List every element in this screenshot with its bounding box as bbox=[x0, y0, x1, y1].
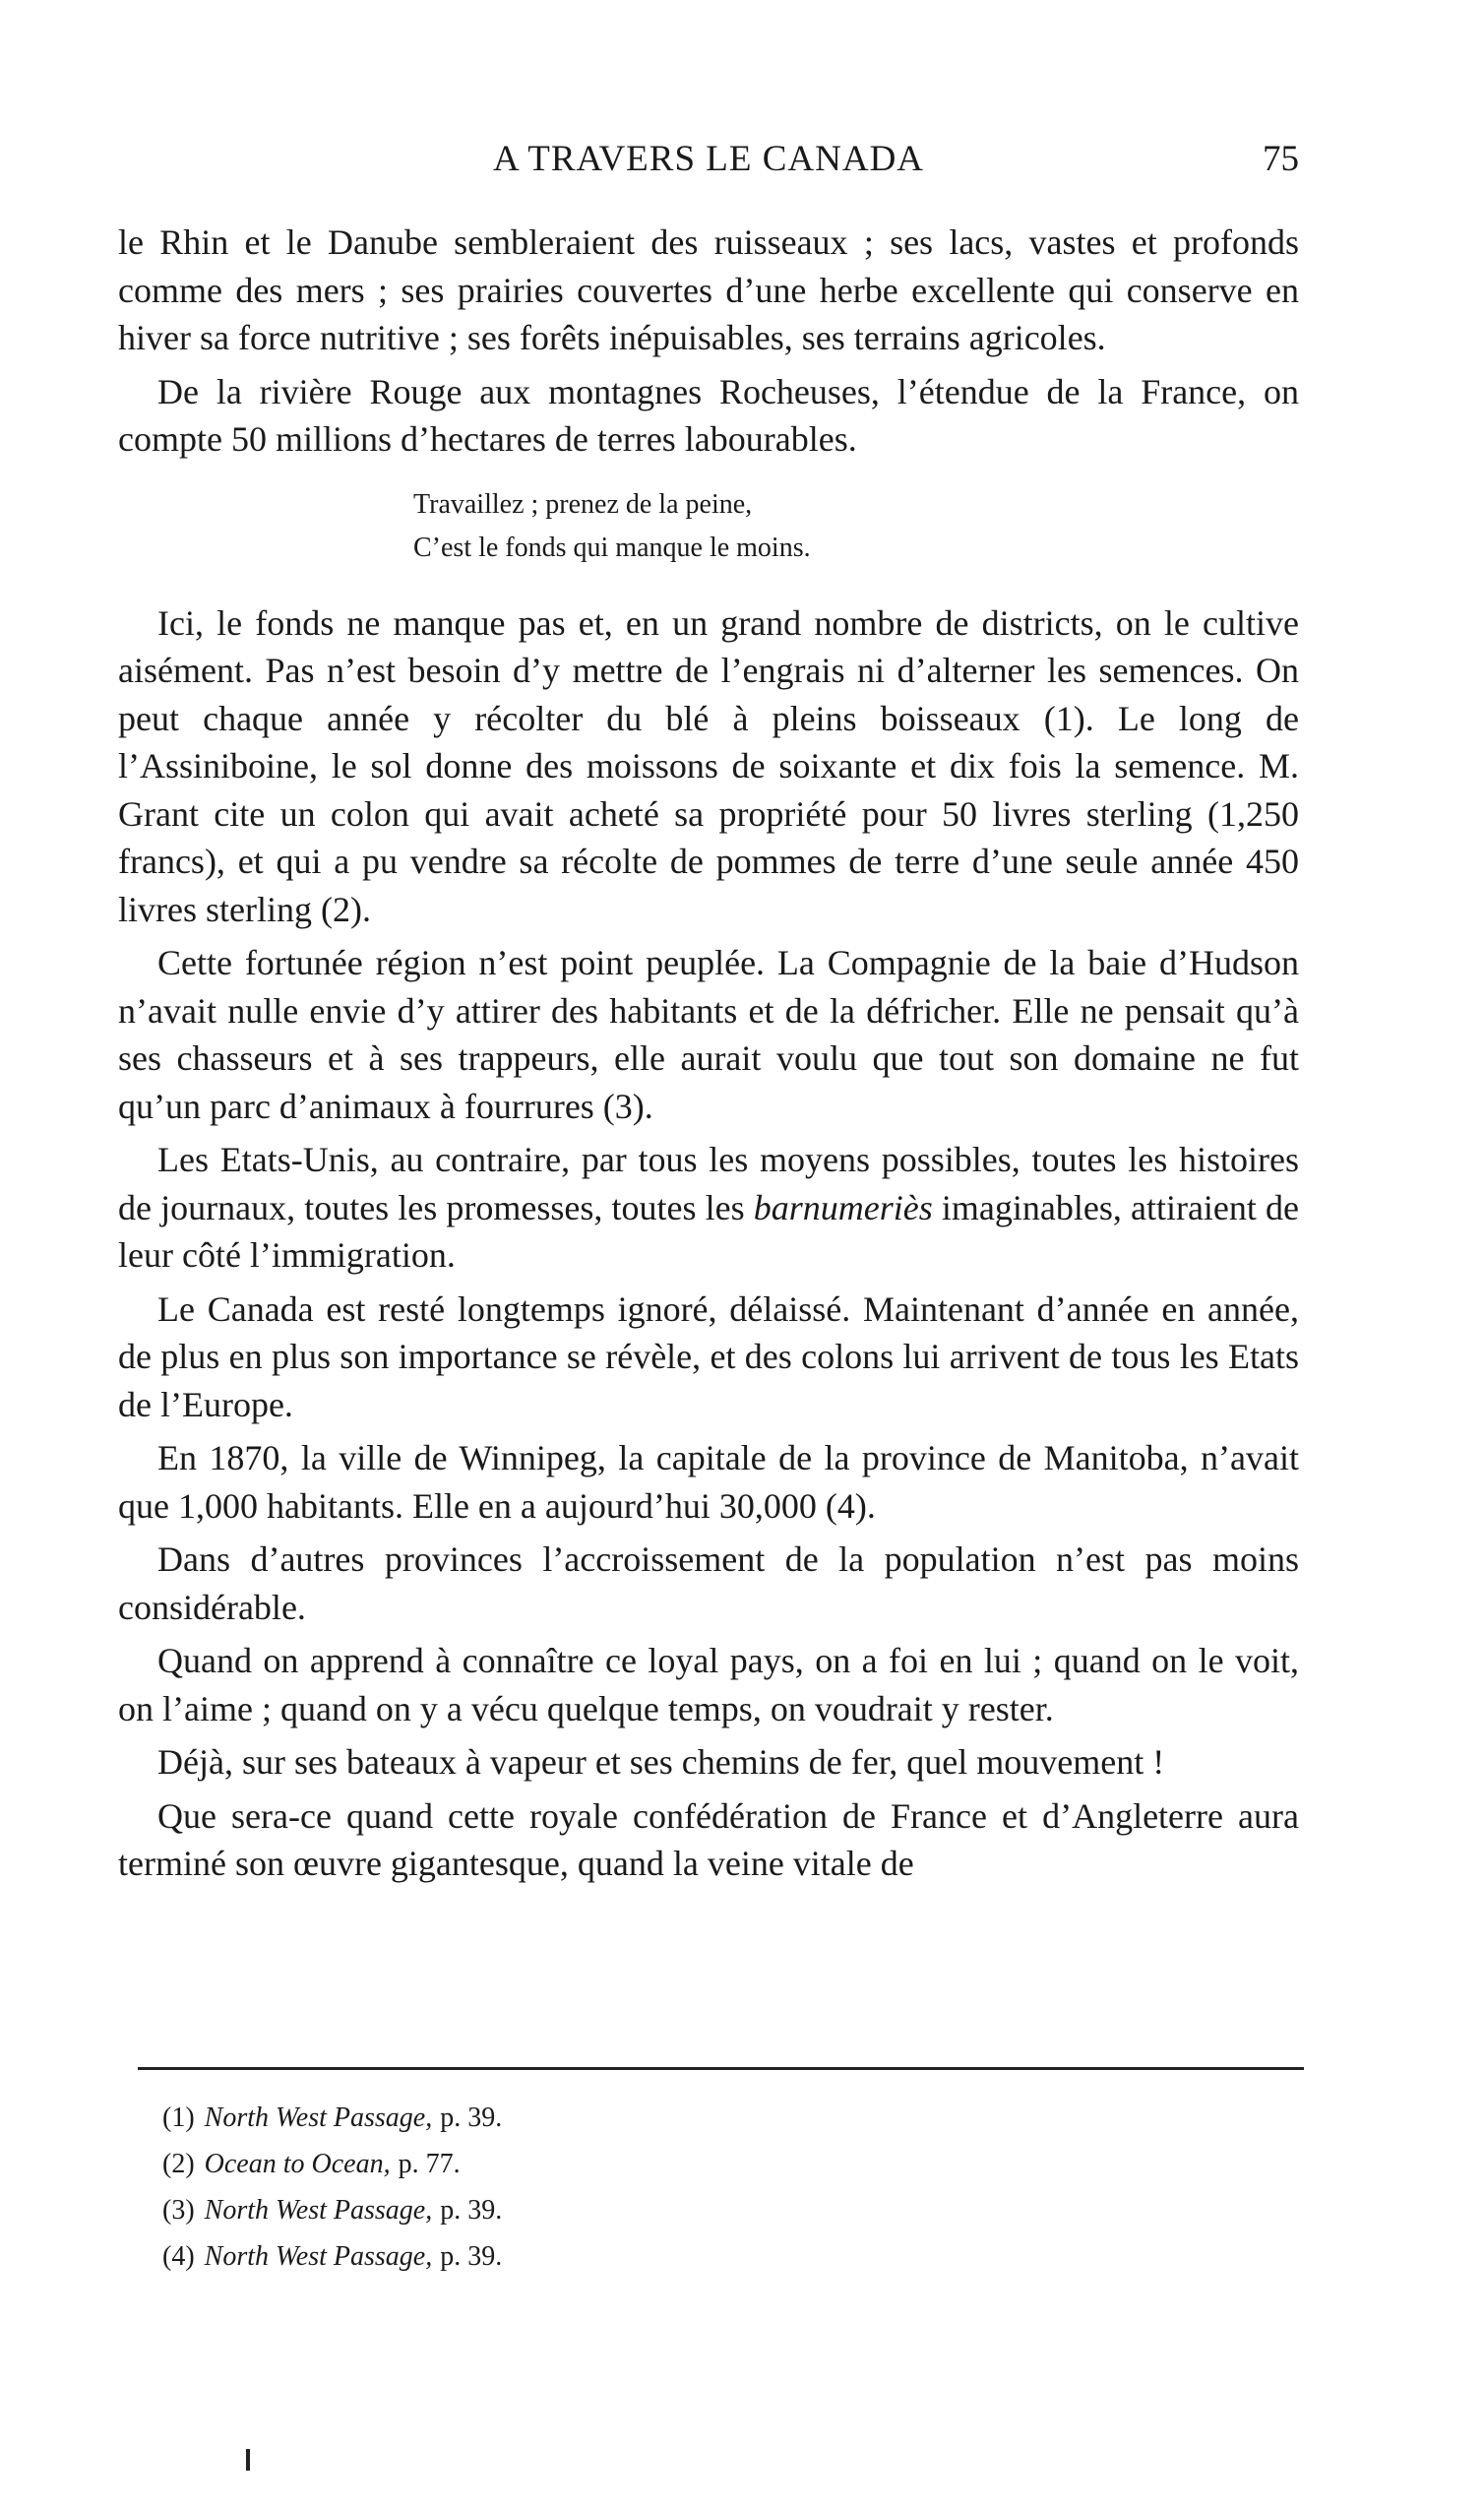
paragraph: Quand on apprend à connaître ce loyal pays, on a foi en lui ; quand on le voit, on l’aime ; quand on y a vécu quelque temps, on voudrait y rester. bbox=[118, 1641, 1299, 1728]
footnote bbox=[162, 2187, 1146, 2233]
footnote-divider bbox=[138, 2067, 1304, 2070]
footnote-page: p. 77. bbox=[398, 2149, 461, 2179]
paragraph: Que sera-ce quand cette royale confédération de France et d’Angleterre aura terminé son œuvre gigantesque, quand la veine vitale de bbox=[118, 1795, 1299, 1883]
verse-quote bbox=[413, 483, 1299, 570]
footnote-number: (2) bbox=[162, 2149, 195, 2179]
running-header bbox=[118, 138, 1299, 187]
italic-term: barnumeriès bbox=[753, 1187, 933, 1227]
footnote-number: (4) bbox=[162, 2241, 195, 2272]
paragraph-text: imaginables, attiraient de leur côté l’immigration. bbox=[118, 1187, 1300, 1275]
footnotes bbox=[162, 2095, 1146, 2280]
paragraph: De la rivière Rouge aux montagnes Rocheuses, l’étendue de la France, on compte 50 millions d’hectares de terres labourables. bbox=[118, 371, 1299, 459]
paragraph: Déjà, sur ses bateaux à vapeur et ses chemins de fer, quel mouvement ! bbox=[157, 1742, 1165, 1782]
paragraph: En 1870, la ville de Winnipeg, la capitale de la province de Manitoba, n’avait que 1,000 habitants. Elle en a aujourd’hui 30,000 (4). bbox=[118, 1438, 1299, 1526]
body-text bbox=[118, 219, 1299, 1894]
footnote bbox=[162, 2233, 1146, 2280]
footnote bbox=[162, 2141, 1146, 2187]
paragraph: Dans d’autres provinces l’accroissement de la population n’est pas moins considérable. bbox=[118, 1539, 1299, 1627]
verse-line: Travaillez ; prenez de la peine, bbox=[413, 488, 753, 520]
footnote-source: North West Passage, bbox=[204, 2195, 433, 2226]
footnote-source: North West Passage, bbox=[204, 2102, 433, 2133]
paragraph bbox=[118, 1136, 1299, 1280]
paragraph-text: Les Etats-Unis, au contraire, par tous les moyens possibles, toutes les histoires de journaux, toutes les promesses, toutes les bbox=[118, 1140, 1299, 1227]
ink-mark bbox=[246, 2449, 250, 2471]
page-number: 75 bbox=[1263, 139, 1299, 179]
paragraph: Ici, le fonds ne manque pas et, en un grand nombre de districts, on le cultive aisément. Pas n’est besoin d’y mettre de l’engrais ni d’alterner les semences. On peut chaque année y récolter du blé à pleins boisseaux (1). Le long de l’Assiniboine, le sol donne des moissons de soixante et dix fois la semence. M. Grant cite un colon qui avait acheté sa propriété pour 50 livres sterling (1,250 francs), et qui a pu vendre sa récolte de pommes de terre d’une seule année 450 livres sterling (2). bbox=[118, 602, 1299, 929]
footnote-source: North West Passage, bbox=[204, 2241, 433, 2272]
footnote-number: (3) bbox=[162, 2195, 195, 2226]
footnote-page: p. 39. bbox=[440, 2195, 503, 2226]
paragraph: Cette fortunée région n’est point peuplée. La Compagnie de la baie d’Hudson n’avait nulle envie d’y attirer des habitants et de la défricher. Elle ne pensait qu’à ses chasseurs et à ses trappeurs, elle aurait voulu que tout son domaine ne fut qu’un parc d’animaux à fourrures (3). bbox=[118, 943, 1299, 1126]
footnote-source: Ocean to Ocean, bbox=[204, 2149, 391, 2179]
paragraph: Le Canada est resté longtemps ignoré, délaissé. Maintenant d’année en année, de plus en plus son importance se révèle, et des colons lui arrivent de tous les Etats de l’Europe. bbox=[118, 1288, 1299, 1424]
running-title: A TRAVERS LE CANADA bbox=[492, 139, 925, 179]
footnote bbox=[162, 2095, 1146, 2141]
footnote-number: (1) bbox=[162, 2102, 195, 2133]
verse-line: C’est le fonds qui manque le moins. bbox=[413, 532, 811, 563]
footnote-page: p. 39. bbox=[440, 2241, 503, 2272]
paragraph: le Rhin et le Danube sembleraient des ruisseaux ; ses lacs, vastes et profonds comme des mers ; ses prairies couvertes d’une herbe excellente qui conserve en hiver sa force nutritive ; ses forêts inépuisables, ses terrains agricoles. bbox=[118, 222, 1299, 357]
footnote-page: p. 39. bbox=[440, 2102, 503, 2133]
